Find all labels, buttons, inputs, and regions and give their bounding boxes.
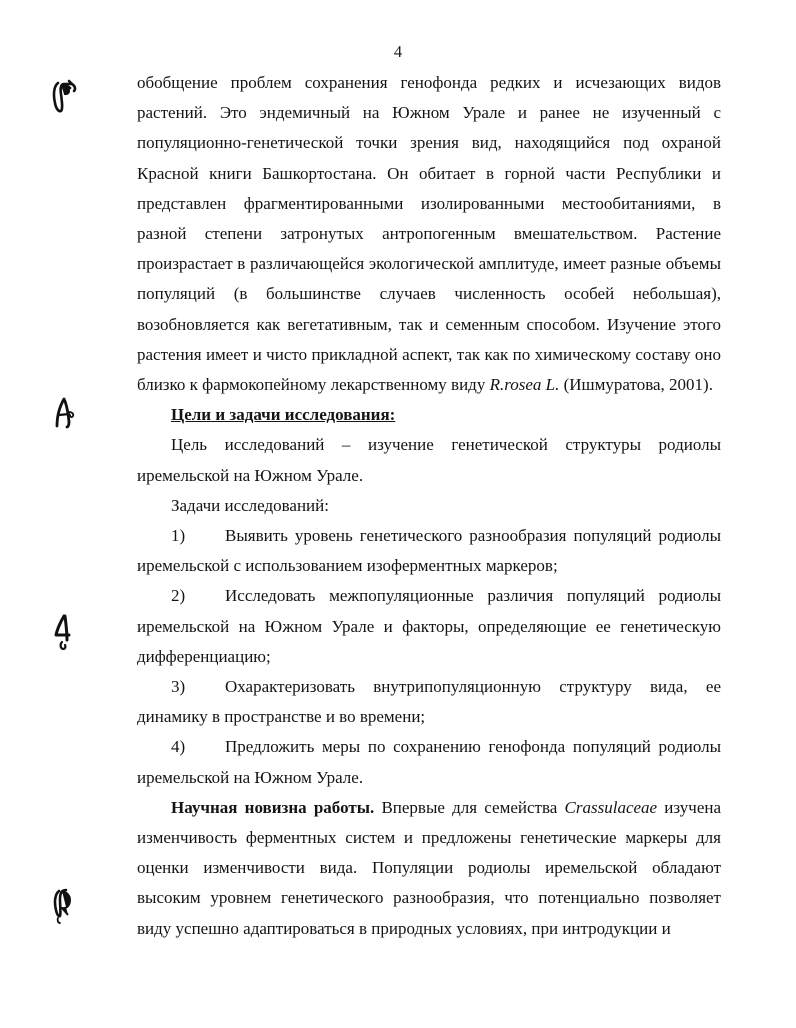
- paragraph-research-goal: [137, 430, 721, 490]
- heading-goals-and-tasks-text: Цели и задачи исследования:: [171, 405, 396, 425]
- task-item-4: [137, 732, 721, 792]
- task-item-2: [137, 581, 721, 672]
- heading-goals-and-tasks: [137, 400, 721, 430]
- margin-handwritten-mark-2: [48, 392, 82, 434]
- paragraph-intro: [137, 68, 721, 400]
- paragraph-scientific-novelty-run-2: Впервые для семейства: [374, 797, 565, 817]
- task-item-3: [137, 672, 721, 732]
- task-item-3-marker: 3): [171, 677, 186, 697]
- margin-handwritten-mark-4: [48, 882, 82, 926]
- paragraph-tasks-lead-in-text: Задачи исследований:: [171, 495, 329, 515]
- paragraph-scientific-novelty: [137, 793, 721, 944]
- task-item-1-text: Выявить уровень генетического разнообразия популяций родиолы иремельской с использованием изоферментных маркеров;: [137, 526, 721, 576]
- task-item-3-text: Охарактеризовать внутрипопуляционную структуру вида, ее динамику в пространстве и во времени;: [137, 677, 721, 727]
- task-item-2-text: Исследовать межпопуляционные различия популяций родиолы иремельской на Южном Урале и факторы, определяющие ее генетическую дифференциацию;: [137, 586, 721, 666]
- task-item-2-marker: 2): [171, 586, 186, 606]
- family-name-crassulaceae: Crassulaceae: [564, 797, 658, 817]
- paragraph-scientific-novelty-lead: Научная новизна работы.: [171, 797, 375, 817]
- margin-handwritten-mark-3: [48, 610, 82, 656]
- task-item-4-marker: 4): [171, 737, 186, 757]
- paragraph-tasks-lead-in: [137, 491, 721, 521]
- page-number: 4: [393, 42, 403, 61]
- margin-handwritten-mark-1: [48, 76, 82, 118]
- paragraph-research-goal-text: Цель исследований – изучение генетической структуры родиолы иремельской на Южном Урале.: [137, 435, 721, 485]
- task-item-1-marker: 1): [171, 526, 186, 546]
- species-name-rrosea: R.rosea L.: [489, 375, 560, 395]
- paragraph-intro-run-3: (Ишмуратова, 2001).: [559, 375, 713, 395]
- paragraph-intro-run-1: обобщение проблем сохранения генофонда редких и исчезающих видов растений. Это эндемичный на Южном Урале и ранее не изученный с популяционно-генетической точки зрения вид, находящийся под охраной Красной книги Башкортостана. Он обитает в горной части Республики и представлен фрагментированными изолированными местообитаниями, в разной степени затронутых антропогенным вмешательством. Растение произрастает в различающейся экологической амплитуде, имеет разные объемы популяций (в большинстве случаев численность особей небольшая), возобновляется как вегетативным, так и семенным способом. Изучение этого растения имеет и чисто прикладной аспект, так как по химическому составу оно близко к фармокопейному лекарственному виду: [137, 73, 721, 395]
- task-item-4-text: Предложить меры по сохранению генофонда популяций родиолы иремельской на Южном Урале.: [137, 737, 721, 787]
- body-text-column: [137, 68, 721, 944]
- task-item-1: [137, 521, 721, 581]
- paragraph-scientific-novelty-run-4: изучена изменчивость ферментных систем и предложены генетические маркеры для оценки изменчивости вида. Популяции родиолы иремельской обладают высоким уровнем генетического разнообразия, что потенциально позволяет виду успешно адаптироваться в природных условиях, при интродукции и: [137, 797, 722, 938]
